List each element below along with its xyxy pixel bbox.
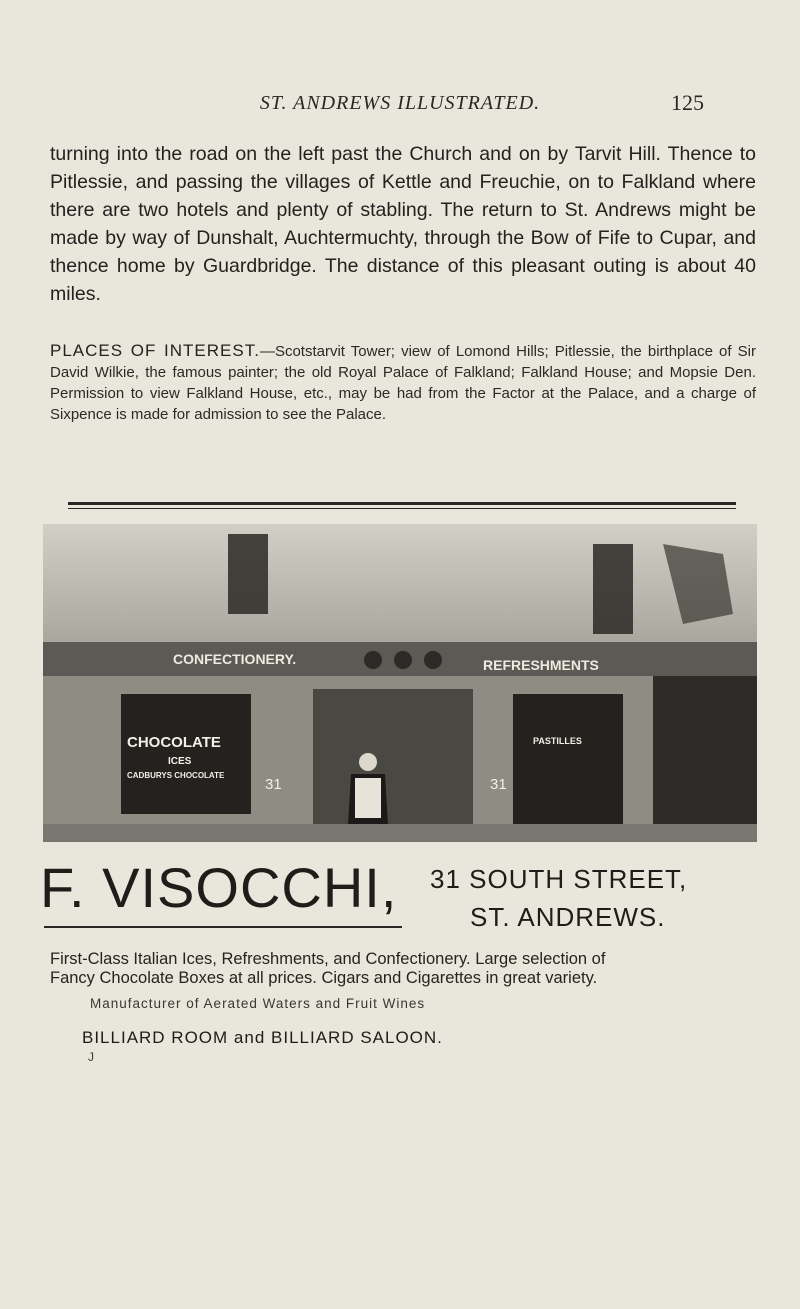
right-window <box>513 694 623 824</box>
places-text: —Scotstarvit Tower; view of Lomond Hills; Pitlessie, the birthplace of Sir David Wilkie, the famous painter; the old Royal Palace of Falkland; Falkland House; and Mopsie Den. Permission to view Falkland House, etc., may be had from the Factor at the Palace, and a charge of Sixpence is made for admission to see the Palace. <box>50 343 756 423</box>
sign-refreshments: REFRESHMENTS <box>483 657 599 673</box>
figure-apron <box>355 778 381 818</box>
door-number-right: 31 <box>490 776 507 793</box>
address-town: ST. ANDREWS. <box>470 902 666 932</box>
hanging-sign-left <box>228 534 268 614</box>
page-number: 125 <box>671 90 704 115</box>
name-underline <box>44 926 402 928</box>
signature-mark: J <box>88 1050 94 1064</box>
sign-confectionery: CONFECTIONERY. <box>173 651 297 667</box>
doorway <box>313 689 473 842</box>
running-title: ST. ANDREWS ILLUSTRATED. <box>259 92 541 114</box>
manufacturer-line: Manufacturer of Aerated Waters and Fruit Wines <box>90 996 426 1011</box>
places-of-interest <box>50 340 756 425</box>
fascia-ornament <box>394 651 412 669</box>
advert-line-2: Fancy Chocolate Boxes at all prices. Cigars and Cigarettes in great variety. <box>50 969 598 987</box>
sign-ices: ICES <box>168 756 192 767</box>
left-window <box>121 694 251 814</box>
upper-wall <box>43 524 757 644</box>
body-paragraph: turning into the road on the left past the Church and on by Tarvit Hill. Thence to Pitlessie, and passing the villages of Kettle and Freuchie, on to Falkland where there are two hotels and plenty of stabling. The return to St. Andrews might be made by way of Dunshalt, Auchtermuchty, through the Bow of Fife to Cupar, and thence home by Guardbridge. The distance of this pleasant outing is about 40 miles. <box>50 143 756 305</box>
divider-rule-thin <box>68 508 736 509</box>
figure-head <box>359 753 377 771</box>
sign-chocolate: CHOCOLATE <box>127 734 221 751</box>
divider-rule-thick <box>68 502 736 505</box>
shop-name: F. VISOCCHI, <box>40 856 398 919</box>
sign-cadburys: CADBURYS CHOCOLATE <box>127 771 225 780</box>
hanging-sign-right <box>593 544 633 634</box>
right-pillar <box>653 676 757 842</box>
advert-header <box>40 858 760 938</box>
fascia-ornament <box>364 651 382 669</box>
places-heading: PLACES OF INTEREST. <box>50 341 260 360</box>
shopfront-photograph <box>43 524 757 842</box>
fascia-ornament <box>424 651 442 669</box>
advert-line-1: First-Class Italian Ices, Refreshments, and Confectionery. Large selection of <box>50 950 606 968</box>
pavement <box>43 824 757 842</box>
door-number-left: 31 <box>265 776 282 793</box>
shopfront-illustration <box>43 524 757 842</box>
sign-pastilles: PASTILLES <box>533 736 582 746</box>
address-street: 31 SOUTH STREET, <box>430 864 688 894</box>
billiard-line: BILLIARD ROOM and BILLIARD SALOON. <box>82 1028 443 1047</box>
advert-description <box>50 950 770 988</box>
